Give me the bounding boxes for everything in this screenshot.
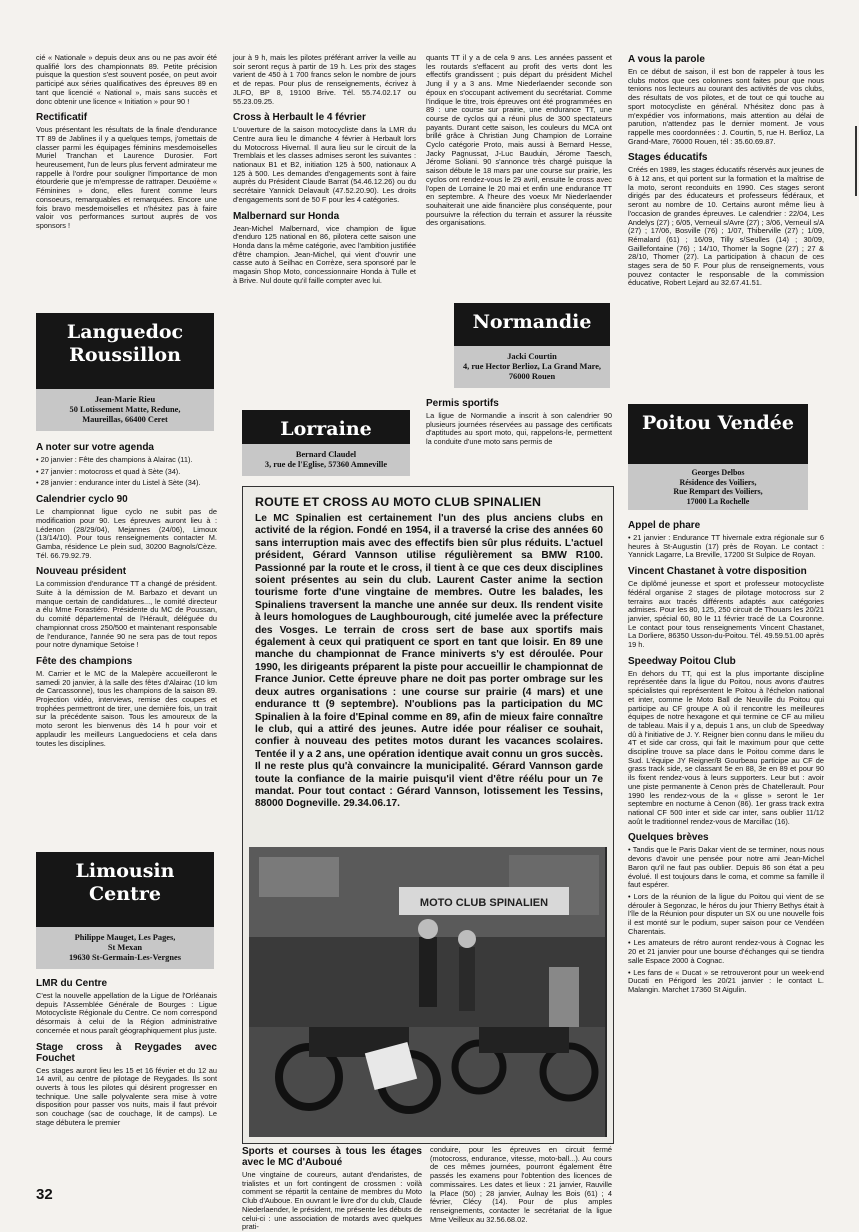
reygades-text: Ces stages auront lieu les 15 et 16 février et du 12 au 14 avril, au centre de pilotage de Reygades. Ils sont ouverts à tous les pilotes qui désirent progresser en technique. Une salle polyvalente sera mise à votre disposition pour passer vos nuits, mais il faut prévoir son couchage (sac de couchage, lit de camps). Le stage débutera le premier — [36, 1065, 217, 1127]
breves-item: • Les fans de « Ducat » se retrouveront pour un week-end Ducati en Périgord les 20/21 janvier : le contact L. Malangin. Marchet 17360 St Aigulin. — [628, 967, 824, 994]
column-4-bottom — [628, 514, 824, 1214]
cyclo-text: Le championnat ligue cyclo ne subit pas de modification pour 90. Les épreuves auront lieu à : Lédenon (28/29/04), Mejannes (24/06), Limoux (13/14/10). Pour tous renseignements contacter M. Gamba, résidence Le plein sud, 30200 Bagnols/Cèze. Tél. 66.79.92.79. — [36, 507, 217, 560]
region-box-limousin — [36, 852, 214, 969]
region-name: Poitou Vendée — [642, 412, 794, 434]
column-1-middle — [36, 436, 217, 846]
permis-title: Permis sportifs — [426, 398, 499, 409]
breves-item: • Les amateurs de rétro auront rendez-vous à Cognac les 20 et 21 janvier pour une bourse d'échanges qui se tiendra salle Espace 2000 à Cognac. — [628, 938, 824, 965]
breves-item: • Lors de la réunion de la ligue du Poitou qui vient de se dérouler à Segonzac, le héros du jour Thierry Bethys était à l'île de la Réunion pour disputer un SX ou une nouvelle fois il est monté sur le podium, super saison pour ce Vendéen Charentais. — [628, 891, 824, 936]
fete-text: M. Carrier et le MC de la Malepère accueilleront le samedi 20 janvier, à la salle des fêtes d'Alairac (10 km de Carcassonne), tous les champions de la saison 89. Projection vidéo, interviews, remise des coupes et trophées permettront de tirer, une dernière fois, un trait sur la précédente saison. Tous les amoureux de la moto seront les bienvenus dès 14 h pour voir et applaudir les meilleurs Languedociens et cela dans toutes les disciplines. — [36, 668, 217, 748]
column-3-permis — [426, 392, 612, 480]
president-text: La commission d'endurance TT a changé de président. Suite à la démission de M. Barbazo et devant un manque certain de candidatures..., le comité directeur a élu Mme Forastiéro. Présidente du MC de Poussan, du comité départemental de l'Hérault, déléguée du championnat cross 250/500 et maintenant responsable de l'endurance, l'année 90 ne sera pas de tout repos pour notre dynamique Setoise ! — [36, 579, 217, 650]
malbernard-title: Malbernard sur Honda — [233, 210, 340, 222]
president-title: Nouveau président — [36, 566, 127, 578]
speedway-title: Speedway Poitou Club — [628, 655, 736, 667]
rectificatif-text: Vous présentant les résultats de la finale d'endurance TT 89 de Jablines il y a quelques temps, j'omettais de classer parmi les équipages féminins mesdemoiselles Muriel Tranchan et Laurence Durosier. Fort heureusement, l'un de leurs plus fervent admirateur me rappelle à l'ordre pour souligner l'importance de mon étourderie que je m'empresse de rattraper. Deuxième « Féminines » donc, elles furent comme leurs consoeurs, remarquables et remarquées. Encore une fois bravo mesdemoiselles et n'hésitez pas à faire valoir vos performances surtout auprès de vos sponsors ! — [36, 125, 217, 230]
lmr-text: C'est la nouvelle appellation de la Ligue de l'Orléanais depuis l'Assemblée Générale de Bourges : Ligue Motocycliste Régionale du Centre. Ce nom correspond désormais à celui de la Région administrative concernée et nous paraît géographiquement plus juste. — [36, 991, 217, 1035]
chastanet-text: Ce diplômé jeunesse et sport et professeur motocycliste fédéral organise 2 stages de pilotage motocross sur 2 terrains aux tracés différents adaptés aux catégories admises. Pour les 80, 125, 250 circuit de Thouars les 20/21 janvier, spécial 60, 80 le 11 février tracé de La Couronne. Le contact pour tous renseignements Vincent Chastanet, La Dorliere, 86350 Usson-du-Poitou. Tél. 49.59.51.00 après 19 h. — [628, 579, 824, 650]
col2-intro: jour à 9 h, mais les pilotes préférant arriver la veille au soir seront reçus à partir de 19 h. Les prix des stages varient de 450 à 1 700 francs selon le nombre de jours et de repas. Pour plus de renseignements, écrivez à JLFO, BP 8, 19100 Brive. Tél. 55.74.02.17 ou 55.23.09.25. — [233, 53, 416, 106]
column-1-bottom — [36, 972, 217, 1182]
auboue-article — [242, 1146, 422, 1232]
region-address: Georges Delbos Résidence des Voiliers, Rue Rempart des Voiliers, 17000 La Rochelle — [628, 464, 808, 510]
speedway-text: En dehors du TT, qui est la plus importante discipline représentée dans la ligue du Poitou, nous avons d'autres spécialistes qui représentent le Poitou à l'échelon national et inter, comme le Moto Ball de Neuville du Poitou qui participe au CF groupe A où il rencontre les meilleures équipes de notre hexagone et qui termine ce CF au milieu de tableau. Mais il y a, depuis 1 ans, un club de Speedway dû à l'initiative de J. Y. Reigner bien connu dans le milieu du 4T et side car cross, qui fait le maximum pour que cette discipline trouve sa place dans le Poitou comme dans le Sud. L'équipe JY Reigner/B Gourbeau participe au CF de grass track side, se classant 5e en 88, 3e en 89 et pour 90 ils fixent rendez-vous à leurs supporters. Leur but : avoir une piste permanente à Cenon près de Chatellerault. Pour 1990 les rendez-vous de la « glisse » seront le 1er septembre en nocturne à Cenon (86). 1er grass track extra national CF 500 inter et side car inter, sans oublier 11/12 août le traditionnel rendez-vous de Marcillac (16). — [628, 668, 824, 826]
malbernard-text: Jean-Michel Malbernard, vice champion de ligue d'enduro 125 national en 86, pilotera cette saison une Honda dans la même catégorie, avec l'ambition justifiée d'être champion. Jean-Michel, qui vient d'ouvrir une casse auto à Seilhac en Corrèze, sera sponsoré par le magasin Shop Moto, concessionnaire Honda à Tulle et à Brive. Nul doute qu'il faille compter avec lui. — [233, 223, 416, 285]
feature-text: Le MC Spinalien est certainement l'un des plus anciens clubs en activité de la région. Fondé en 1954, il a traversé la crise des années 60 sans interruption mais avec des effectifs bien sûr plus réduits. L'actuel président, Gérard Vannson utilise régulièrement sa BMW R100. Passionné par la route et le cross, il tient à ce que ces deux disciplines soient présentes au sein du club. Laurent Caster anime la section tourisme forte d'une vingtaine de membres. Outre les balades, les Spinaliens traversent la manche une année sur deux. Ils rendent visite à leurs homologues de Laughbourough, cité jumelée avec la préfecture des Vosges. Le terrain de cross sert de base aux sportifs mais également à ceux qui pratiquent ce sport en tant que loisir. En 89 une manche du championnat de France miniverts s'y est déroulée. Pour 1990, les dirigeants préparent la piste pour accueillir le championnat de France Junior. Cette épreuve phare ne doit pas porter ombrage sur les deux autres organisations : une course sur prairie (4 mars) et une endurance tt (9 septembre). N'oublions pas la participation du MC Spinalien à la foire d'Epinal comme en 89, afin de mieux faire connaître le club, qui a attiré des jeunes. Autre idée pour réaliser ce souhait, confier à nouveau des petites motos durant les vacances scolaires. Tentée il y a 2 ans, une opération identique avait connu un gros succès. Il ne reste plus qu'à convaincre la municipalité. Gérard Vannson garde toute la confiance de la mairie puisqu'il vient d'être réélu pour un 7e mandat. Pour tout contact : Gérard Vannson, lotissement les Tessins, 88000 Dogneville. 29.34.06.17. — [255, 513, 603, 810]
permis-text: La ligue de Normandie a inscrit à son calendrier 90 plusieurs journées réservées au passage des certificats d'aptitudes au sport moto, qui, rappelons-le, permettent la conduite d'une moto sans permis de — [426, 411, 612, 447]
reygades-title: Stage cross à Reygades avec Fouchet — [36, 1041, 217, 1064]
region-box-lorraine — [242, 410, 410, 476]
column-1-top — [36, 54, 217, 302]
agenda-item: • 27 janvier : motocross et quad à Sète (34). — [36, 466, 181, 476]
column-3-top — [426, 54, 612, 300]
auboue-text: Une vingtaine de coureurs, autant d'endaristes, de trialistes et un fort contingent de crossmen : voilà comment se répartit la centaine de membres du Moto Club d'Auboue. En ouvrant le livre d'or du club, Claude Niederlaender, le président, me présente les débuts de celui-ci : une association de motards avec quelques prati- — [242, 1170, 422, 1232]
cyclo-title: Calendrier cyclo 90 — [36, 494, 128, 506]
region-name: Limousin Centre — [75, 860, 175, 905]
club-photo — [249, 847, 607, 1137]
margin-mark — [855, 126, 857, 196]
region-address: Bernard Claudel 3, rue de l'Eglise, 57360 Amneville — [242, 444, 410, 476]
parole-text: En ce début de saison, il est bon de rappeler à tous les clubs motos que ces colonnes sont faites pour que nous tenions nos lecteurs au courant des activités de vos clubs, des résultats de vos pilotes, et de tout ce qui touche au sport motocycliste en général. N'hésitez donc pas à m'expédier vos informations, mais attention au délai de parution, n'attendez pas le dernier moment. Je vous rappelle mes coordonnées : J. Courtin, 5, rue H. Berlioz, La Grand-Mare, 76000 Rouen, tél : 35.60.69.87. — [628, 67, 824, 146]
normandie-cont-text: conduire, pour les épreuves en circuit fermé (motocross, endurance, vitesse, moto-ball...). Au cours de ces mêmes journées, pourront également être passés les examens pour l'obtention des licences de commissaires. Les dates et lieux : 21 janvier, Rauville la Place (50) ; 28 janvier, Aulnay les Bois (61) ; 4 février, Clécy (14). Pour de plus amples renseignements, contacter le secrétariat de la ligue Mme Veilleux au 32.56.68.02. — [430, 1145, 612, 1224]
region-address: Jacki Courtin 4, rue Hector Berlioz, La Grand Mare, 76000 Rouen — [454, 346, 610, 388]
photo-banner-text: MOTO CLUB SPINALIEN — [419, 897, 549, 909]
phare-text: • 21 janvier : Endurance TT hivernale extra régionale sur 6 heures à St-Augustin (17) près de Royan. Le contact : Yannick Lagarre, La Breville, 17200 St Sulpice de Royan. — [628, 533, 824, 560]
region-address: Philippe Mauget, Les Pages, St Mexan 19630 St-Germain-Les-Vergnes — [36, 927, 214, 969]
herbault-title: Cross à Herbault le 4 février — [233, 112, 366, 124]
col1-intro: cié « Nationale » depuis deux ans ou ne pas avoir été qualifié lors des championnats 89. Petite précision puisque la question s'est souvent posée, on peut avoir participé aux séries qualificatives des épreuves 89 en tant que licencié « National », mais sans succès et donc obtenir une licence « Initiation » pour 90 ! — [36, 53, 217, 106]
lmr-title: LMR du Centre — [36, 978, 108, 989]
phare-title: Appel de phare — [628, 520, 701, 531]
feature-article-box — [242, 486, 614, 1144]
region-address: Jean-Marie Rieu 50 Lotissement Matte, Redune, Maureillas, 66400 Ceret — [36, 389, 214, 431]
rectificatif-title: Rectificatif — [36, 112, 88, 124]
region-name: Languedoc Roussillon — [66, 321, 184, 366]
chastanet-title: Vincent Chastanet à votre disposition — [628, 566, 807, 578]
region-box-languedoc — [36, 313, 214, 431]
page-number: 32 — [36, 1186, 53, 1203]
educatifs-title: Stages éducatifs — [628, 152, 708, 164]
breves-title: Quelques brèves — [628, 832, 709, 844]
educatifs-text: Créés en 1989, les stages éducatifs réservés aux jeunes de 6 à 12 ans, et qui portent sur la formation et la maîtrise de la moto, seront reconduits en 1990. Ces stages seront dirigés par des éducateurs et professeurs fédéraux, et seront au nombre de 10. Certains auront même lieu à l'occasion de grandes épreuves. Le calendrier : 22/04, Les Andelys (27) ; 6/05, Verneuil s/Avre (27) ; 3/06, Verneuil s/A (27) ; 17/06, Bosville (76) ; 1/07, Thiberville (27) ; 1/09, Rémalard (61) ; 16/09, Tilly s/Seulles (14) ; 30/09, Gaillefontaine (76) ; 14/10, Thomer la Sogne (27) ; 27 & 28/10, Thomer (27). La participation à chacun de ces stages sera de 50 F. Pour plus de renseignements, vous pouvez contacter le responsable de la commission éducative, Robert Lejard au 32.67.41.51. — [628, 165, 824, 288]
feature-title: ROUTE ET CROSS AU MOTO CLUB SPINALIEN — [255, 495, 542, 509]
agenda-title: A noter sur votre agenda — [36, 442, 154, 453]
region-name: Normandie — [472, 311, 592, 333]
col3-intro: quants TT il y a de cela 9 ans. Les années passent et les routards s'effacent au profit des verts dont les effectifs grandissent ; puis départ du président Michel Jung il y a 3 ans. Mme Niederlaender seconde son époux en s'occupant activement du secrétariat. Comme l'indique le titre, trois épreuves ont été programmées en 89 : une course sur prairie, une endurance TT, une course de cyclos qui a réuni plus de 300 spectateurs payants. Durant cette saison, les couleurs du MCA ont brillé grâce à Christian Jung Champion de Lorraine Cyclo catégorie Proto, mais aussi à Bernard Hesse, Jacky Pagnussat, J-Luc Bauduin, Jérome Taesch, Jérome Soliani. 90 s'annonce très chargé puisque la saison débute le 18 mars par une course sur prairie, les cyclos ont rendez-vous le 29 avril, ensuite le cross avec l'open de Lorraine le 20 mai et enfin une endurance TT en septembre. A l'heure des voeux Mr Niederlaender souhaiterait une aide financière plus conséquente, pour poursuivre la réfection du terrain et assurer la réussite des organisations. — [426, 53, 612, 228]
herbault-text: L'ouverture de la saison motocycliste dans la LMR du Centre aura lieu le dimanche 4 février à Herbault lors du Motocross Hivernal. Il aura lieu sur le circuit de la Tremblais et les classes admises seront les suivantes : nationaux B1 et B2, initiation 125 à 500, nationaux A 125 à 500. Les demandes d'engagements sont à faire auprès du Président Claude Barrat (54.46.12.26) ou du secrétaire Yannick Delavault (47.52.20.90). Les droits d'engagements sont de 50 F pour les 4 catégories. — [233, 125, 416, 204]
column-4-top — [628, 54, 824, 400]
column-2-top — [233, 54, 416, 414]
auboue-title: Sports et courses à tous les étages avec le MC d'Auboué — [242, 1146, 422, 1168]
photo-illustration — [249, 847, 605, 1137]
agenda-item: • 20 janvier : Fête des champions à Alairac (11). — [36, 455, 193, 464]
region-box-poitou — [628, 404, 808, 510]
region-name: Lorraine — [280, 418, 372, 440]
fete-title: Fête des champions — [36, 655, 133, 667]
normandie-continued — [430, 1145, 612, 1224]
breves-item: • Tandis que le Paris Dakar vient de se terminer, nous nous devons d'avoir une pensée pour notre ami Jean-Michel Baron qu'il ne faut pas oublier. Depuis 86 son état a peu évolué. Il est toujours dans le coma, et comme sa famille il faut espérer. — [628, 845, 824, 890]
agenda-item: • 28 janvier : endurance inter du Listel à Sète (34). — [36, 478, 201, 488]
parole-title: A vous la parole — [628, 54, 705, 65]
region-box-normandie — [454, 303, 610, 388]
